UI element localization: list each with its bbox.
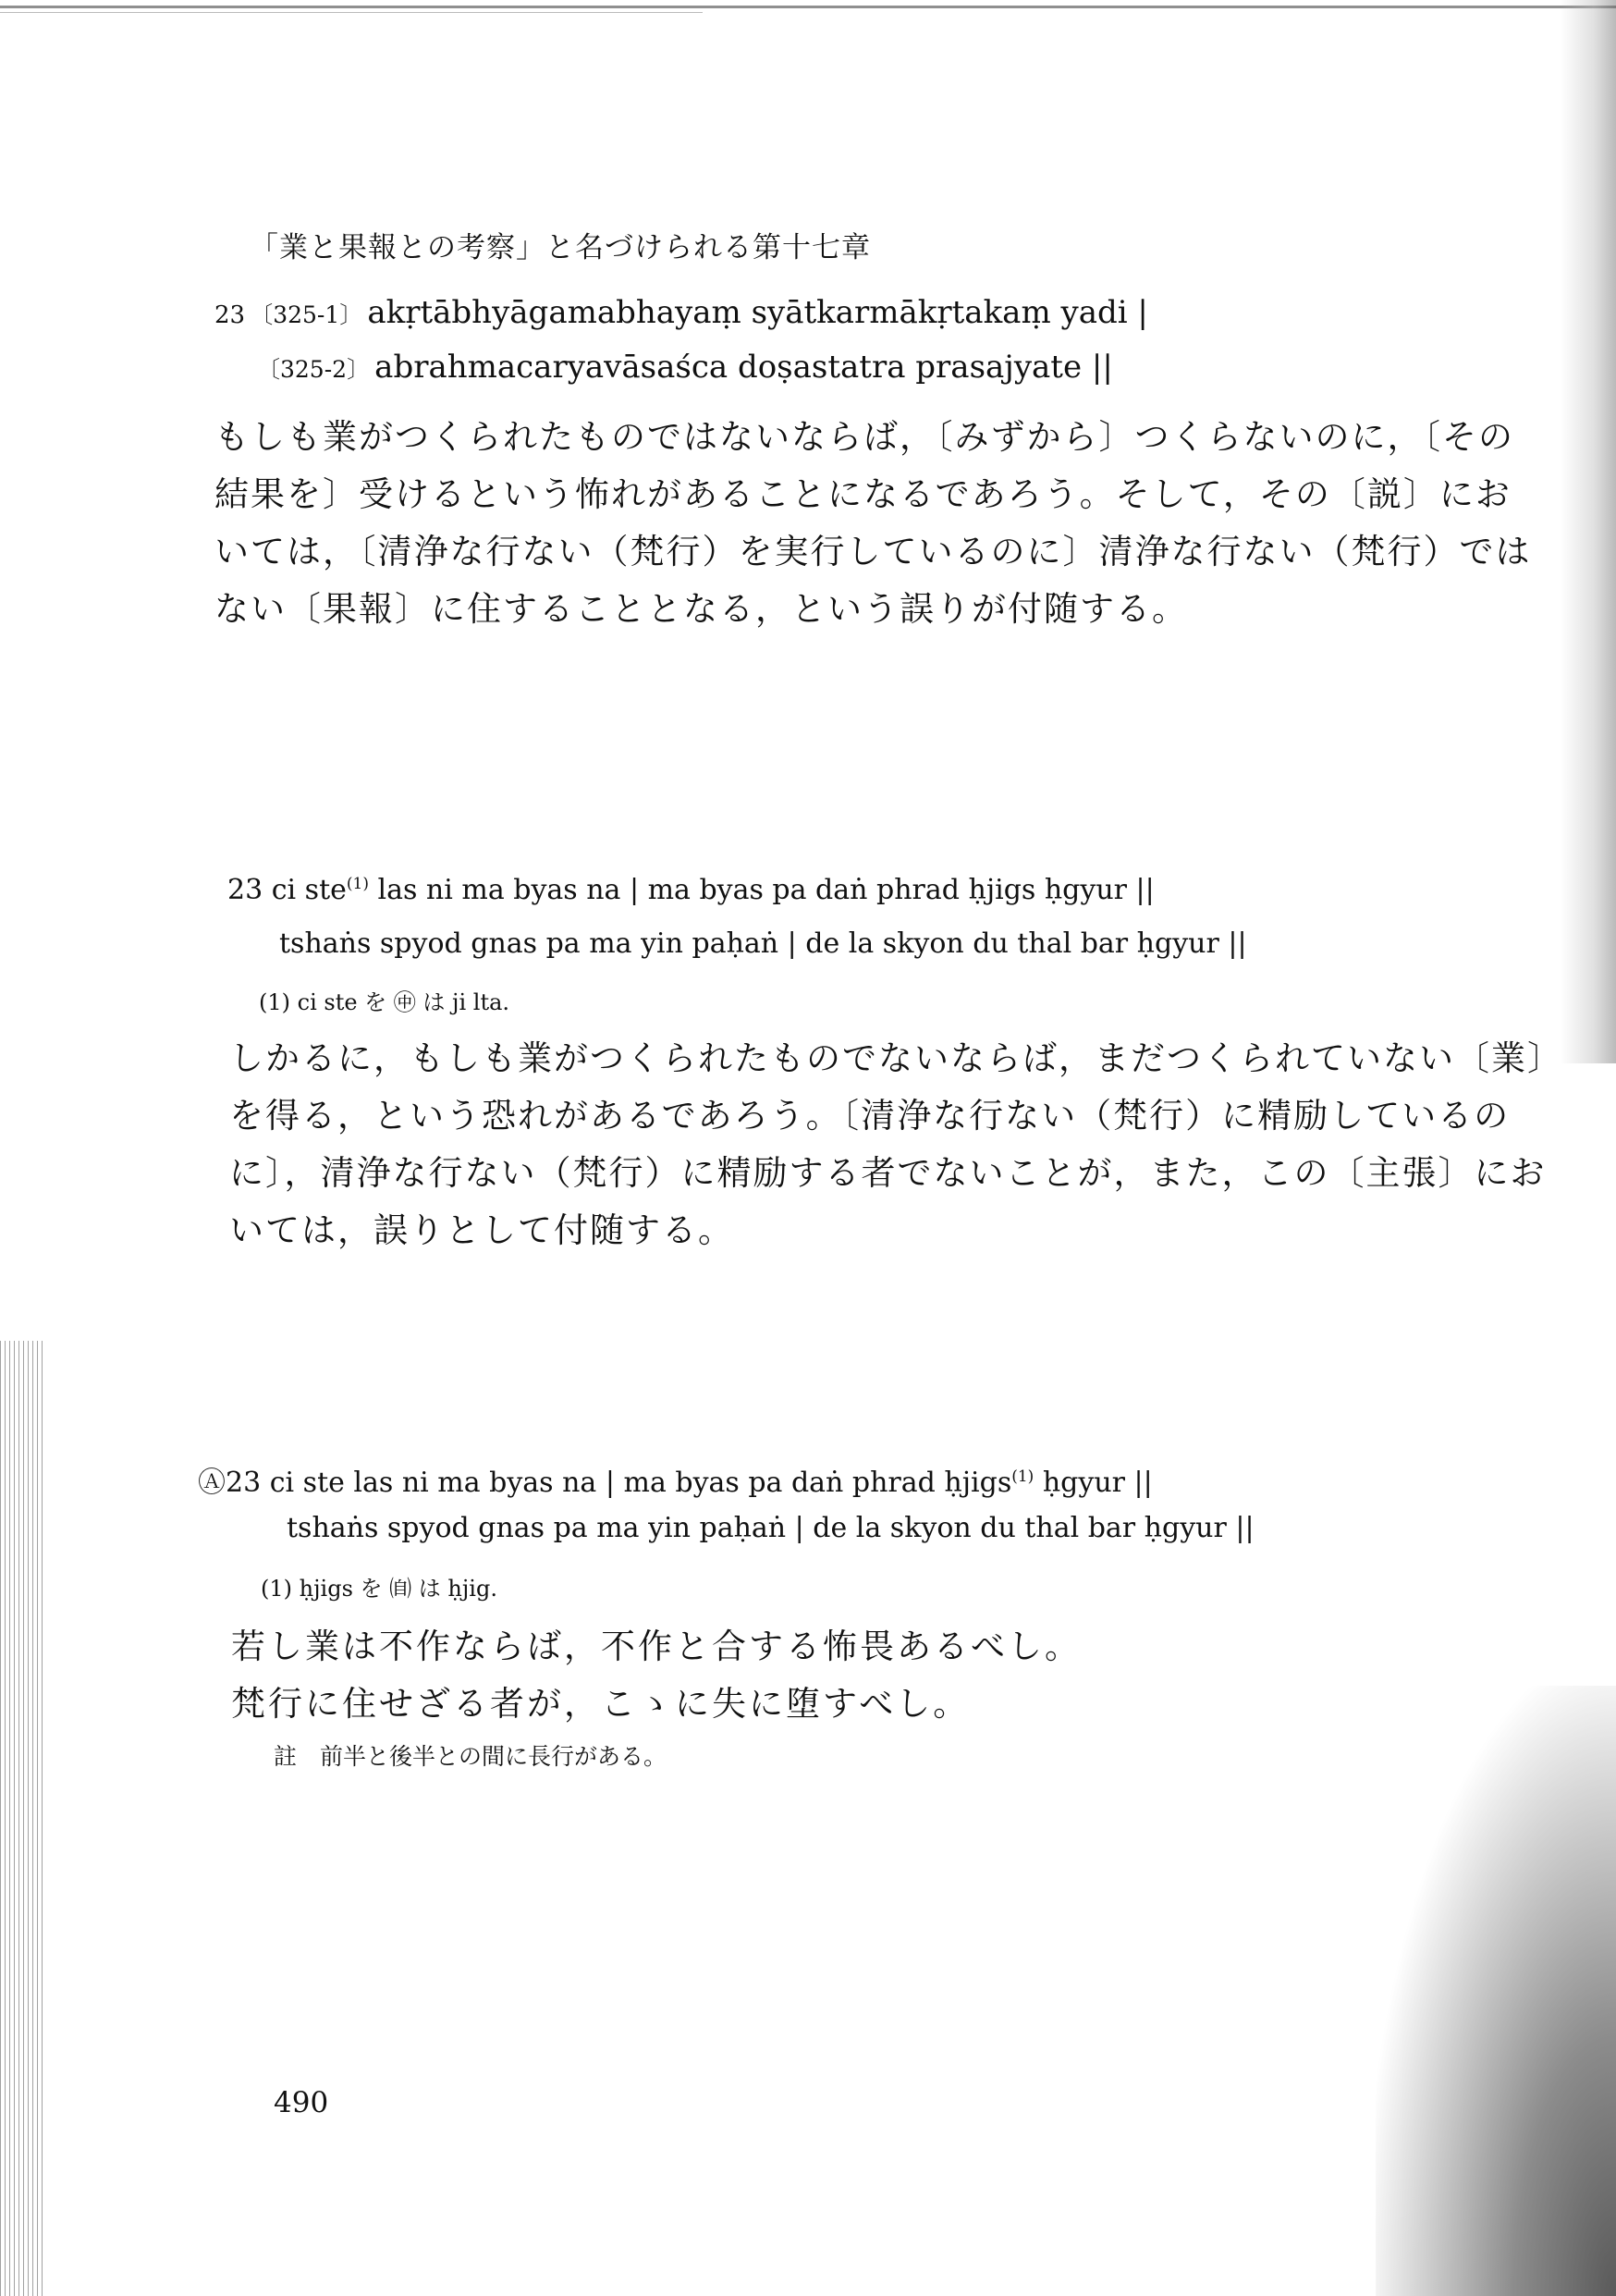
sanskrit-line-1	[214, 294, 1148, 331]
text-line: いては，誤りとして付随する。	[229, 1210, 734, 1250]
text-line: 若し業は不作ならば，不作と合する怖畏あるべし。	[231, 1627, 1082, 1666]
tibetan-note: (1) ci ste を ㊥ は ji lta.	[259, 989, 510, 1015]
scan-edge-line	[0, 12, 703, 13]
scan-edge-shadow	[1561, 0, 1616, 1063]
verse-reference: 〔325-2〕	[257, 356, 371, 383]
tibetan-line-1	[227, 874, 1155, 906]
translation-paragraph-1	[214, 409, 1532, 638]
scan-binding-shadow	[0, 1341, 44, 2296]
sanskrit-text: akṛtābhyāgamabhayaṃ syātkarmākṛtakaṃ yadi |	[367, 294, 1148, 331]
footnote-marker: (1)	[346, 875, 369, 893]
sanskrit-text: abrahmacaryavāsaśca doṣastatra prasajyate ||	[374, 349, 1113, 386]
tibetan-line-2: tshaṅs spyod gnas pa ma yin paḥaṅ | de la skyon du thal bar ḥgyur ||	[279, 927, 1247, 960]
verse-number: 23	[214, 301, 246, 329]
text-line: しかるに，もしも業がつくられたものでないならば，まだつくられていない〔業〕	[229, 1038, 1563, 1078]
chapter-title: 「業と果報との考察」と名づけられる第十七章	[250, 231, 871, 264]
text-line: を得る，という恐れがあるであろう。〔清浄な行ない（梵行）に精励しているの	[229, 1096, 1511, 1136]
scan-edge-line	[0, 6, 1616, 8]
scan-corner-shadow	[1376, 1686, 1616, 2296]
edition-marker: Ⓐ	[198, 1467, 226, 1499]
tibetan-line-4: tshaṅs spyod gnas pa ma yin paḥaṅ | de la skyon du thal bar ḥgyur ||	[287, 1512, 1255, 1544]
verse-number: 23	[226, 1467, 262, 1499]
text-line: もしも業がつくられたものではないならば，〔みずから〕つくらないのに，〔その	[214, 417, 1514, 457]
tibetan-note: (1) ḥjigs を ㉂ は ḥjig.	[261, 1576, 497, 1602]
footnote: 註 前半と後半との間に長行がある。	[274, 1743, 667, 1770]
tibetan-text: las ni ma byas na | ma byas pa daṅ phrad ḥjigs ḥgyur ||	[368, 874, 1155, 906]
text-line: に〕，清浄な行ない（梵行）に精励する者でないことが，また，この〔主張〕にお	[229, 1153, 1547, 1193]
tibetan-text: ḥgyur ||	[1034, 1467, 1153, 1499]
tibetan-text: ci ste las ni ma byas na | ma byas pa daṅ phrad ḥjigs	[269, 1467, 1012, 1499]
text-line: 梵行に住せざる者が，こゝに失に堕すべし。	[231, 1684, 971, 1724]
footnote-marker: (1)	[1011, 1467, 1034, 1486]
translation-paragraph-2	[229, 1030, 1563, 1259]
page-number: 490	[274, 2086, 329, 2119]
classical-translation	[231, 1618, 1082, 1733]
text-line: いては，〔清浄な行ない（梵行）を実行しているのに〕清浄な行ない（梵行）では	[214, 532, 1532, 571]
verse-reference: 〔325-1〕	[250, 301, 363, 328]
tibetan-line-3	[198, 1459, 1153, 1500]
text-line: ない〔果報〕に住することとなる，という誤りが付随する。	[214, 589, 1188, 629]
verse-number: 23	[227, 874, 263, 906]
tibetan-text: ci ste	[271, 874, 347, 906]
sanskrit-line-2	[257, 349, 1113, 386]
text-line: 結果を〕受けるという怖れがあることになるであろう。そして，その〔説〕にお	[214, 474, 1512, 514]
